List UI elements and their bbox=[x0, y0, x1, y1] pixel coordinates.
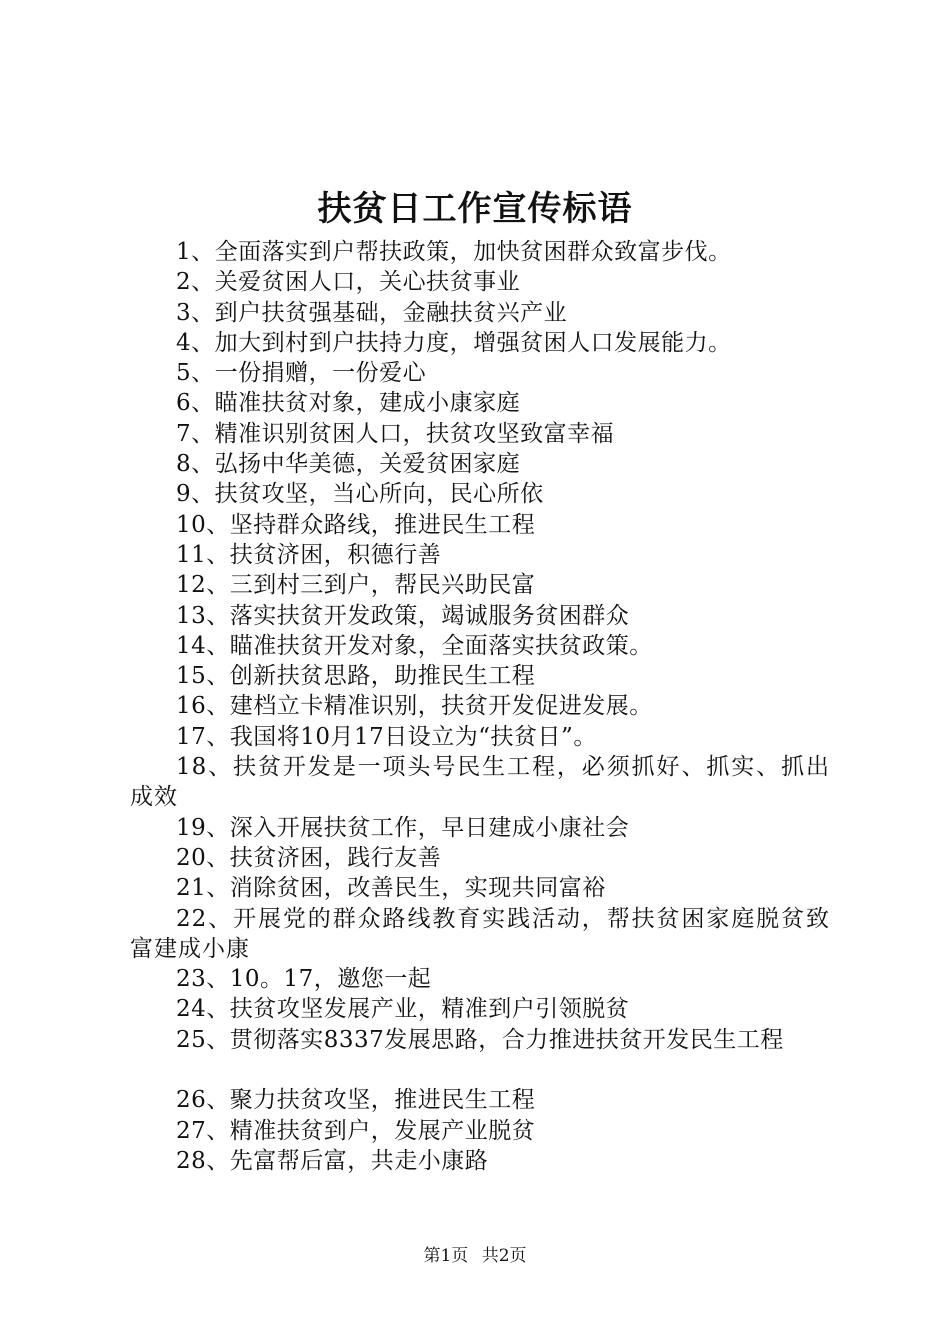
list-item: 20、扶贫济困，践行友善 bbox=[176, 844, 442, 871]
list-item: 15、创新扶贫思路，助推民生工程 bbox=[176, 663, 536, 690]
list-item: 14、瞄准扶贫开发对象，全面落实扶贫政策。 bbox=[176, 632, 653, 659]
list-item: 13、落实扶贫开发政策，竭诚服务贫困群众 bbox=[176, 602, 630, 629]
document-title: 扶贫日工作宣传标语 bbox=[317, 189, 633, 229]
blank-line bbox=[130, 1055, 830, 1085]
list-item: 7、精准识别贫困人口，扶贫攻坚致富幸福 bbox=[176, 420, 615, 447]
list-item: 27、精准扶贫到户，发展产业脱贫 bbox=[176, 1117, 536, 1144]
slogan-list bbox=[130, 237, 830, 1176]
list-item: 16、建档立卡精准识别，扶贫开发促进发展。 bbox=[176, 693, 653, 720]
list-item: 18、扶贫开发是一项头号民生工程，必须抓好、抓实、抓出成效 bbox=[130, 754, 830, 811]
list-item: 28、先富帮后富，共走小康路 bbox=[176, 1147, 489, 1174]
list-item: 8、弘扬中华美德，关爱贫困家庭 bbox=[176, 451, 521, 478]
list-item: 11、扶贫济困，积德行善 bbox=[176, 541, 442, 568]
list-item: 21、消除贫困，改善民生，实现共同富裕 bbox=[176, 875, 606, 902]
list-item: 19、深入开展扶贫工作，早日建成小康社会 bbox=[176, 814, 630, 841]
list-item: 10、坚持群众路线，推进民生工程 bbox=[176, 511, 536, 538]
list-item: 24、扶贫攻坚发展产业，精准到户引领脱贫 bbox=[176, 996, 630, 1023]
page-total: 共2页 bbox=[481, 1246, 527, 1266]
list-item: 22、开展党的群众路线教育实践活动，帮扶贫困家庭脱贫致富建成小康 bbox=[130, 905, 830, 962]
list-item: 1、全面落实到户帮扶政策，加快贫困群众致富步伐。 bbox=[176, 239, 732, 265]
list-item: 3、到户扶贫强基础，金融扶贫兴产业 bbox=[176, 299, 568, 326]
list-item: 23、10。17，邀您一起 bbox=[176, 966, 432, 993]
list-item: 6、瞄准扶贫对象，建成小康家庭 bbox=[176, 390, 521, 417]
list-item: 12、三到村三到户，帮民兴助民富 bbox=[176, 572, 536, 599]
list-item: 26、聚力扶贫攻坚，推进民生工程 bbox=[176, 1087, 536, 1114]
list-item: 2、关爱贫困人口，关心扶贫事业 bbox=[176, 269, 521, 296]
list-item: 17、我国将10月17日设立为“扶贫日”。 bbox=[176, 723, 597, 750]
list-item: 9、扶贫攻坚，当心所向，民心所依 bbox=[176, 481, 544, 508]
list-item: 4、加大到村到户扶持力度，增强贫困人口发展能力。 bbox=[176, 329, 732, 356]
list-item: 25、贯彻落实8337发展思路，合力推进扶贫开发民生工程 bbox=[176, 1026, 784, 1053]
page-footer bbox=[0, 1244, 950, 1268]
list-item: 5、一份捐赠，一份爱心 bbox=[176, 360, 427, 387]
page-number: 第1页 bbox=[423, 1246, 469, 1266]
